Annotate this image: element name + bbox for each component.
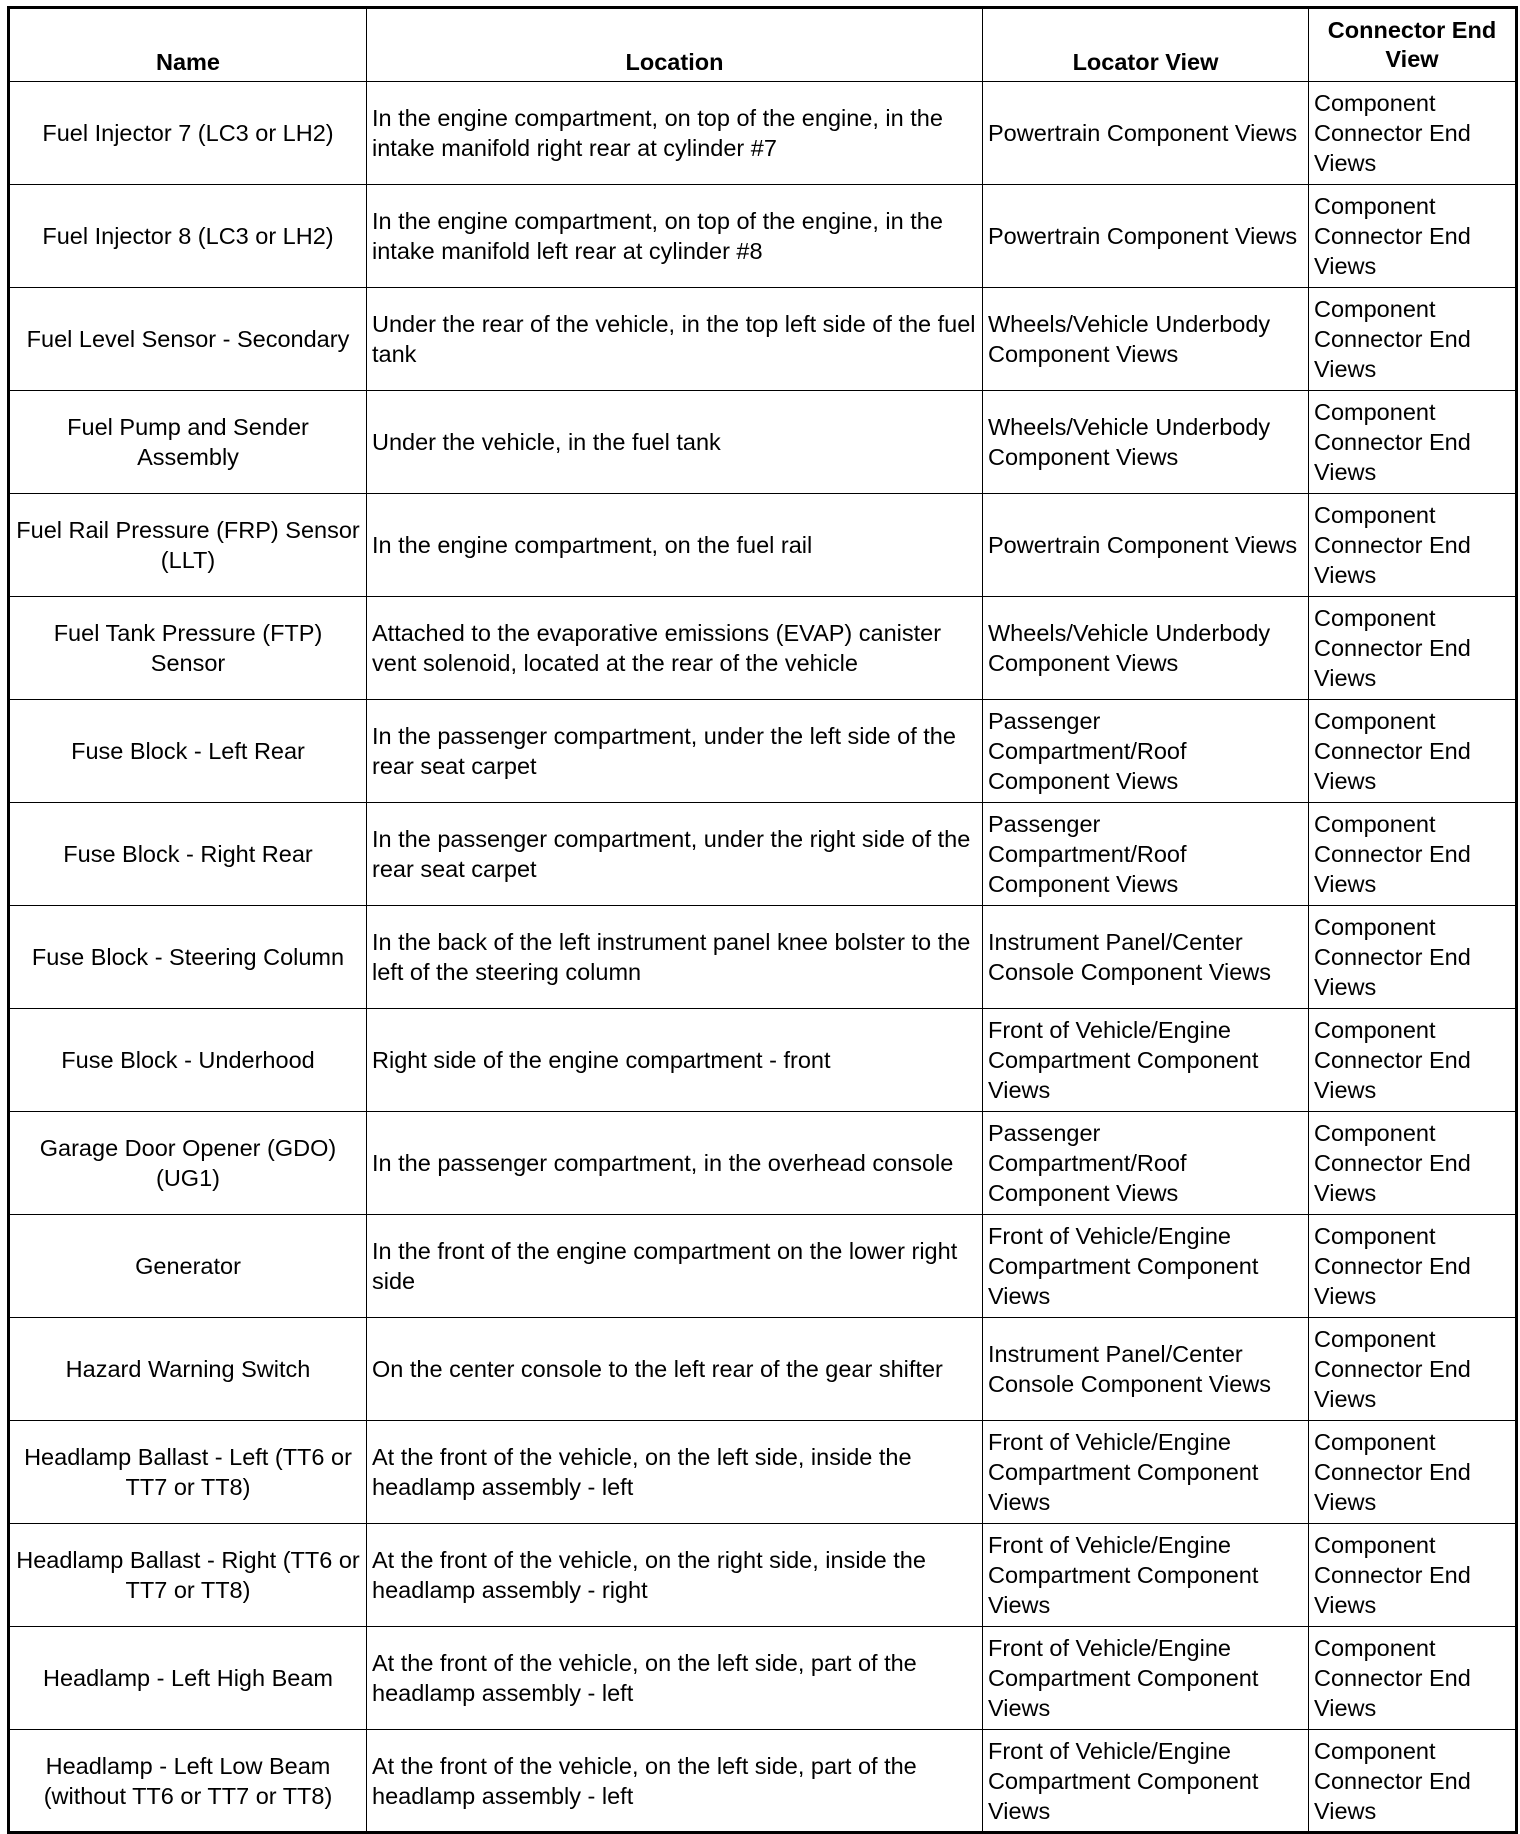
cell-locator-view: Powertrain Component Views: [983, 82, 1309, 185]
cell-location: In the back of the left instrument panel knee bolster to the left of the steering column: [367, 906, 983, 1009]
cell-locator-view: Wheels/Vehicle Underbody Component Views: [983, 597, 1309, 700]
cell-connector-end-view: Component Connector End Views: [1309, 494, 1517, 597]
cell-locator-view: Powertrain Component Views: [983, 494, 1309, 597]
cell-location: At the front of the vehicle, on the left side, part of the headlamp assembly - left: [367, 1730, 983, 1833]
table-row: [9, 288, 1517, 391]
cell-location: In the passenger compartment, under the right side of the rear seat carpet: [367, 803, 983, 906]
cell-connector-end-view: Component Connector End Views: [1309, 1112, 1517, 1215]
cell-connector-end-view: Component Connector End Views: [1309, 1318, 1517, 1421]
cell-location: Under the rear of the vehicle, in the top left side of the fuel tank: [367, 288, 983, 391]
cell-name: Fuel Injector 8 (LC3 or LH2): [9, 185, 367, 288]
cell-locator-view: Front of Vehicle/Engine Compartment Component Views: [983, 1421, 1309, 1524]
table-row: [9, 1627, 1517, 1730]
table-row: [9, 803, 1517, 906]
cell-location: In the engine compartment, on the fuel rail: [367, 494, 983, 597]
cell-connector-end-view: Component Connector End Views: [1309, 1421, 1517, 1524]
cell-locator-view: Powertrain Component Views: [983, 185, 1309, 288]
cell-locator-view: Front of Vehicle/Engine Compartment Component Views: [983, 1627, 1309, 1730]
header-connector-end-view: Connector End View: [1309, 8, 1517, 82]
cell-connector-end-view: Component Connector End Views: [1309, 1524, 1517, 1627]
cell-connector-end-view: Component Connector End Views: [1309, 700, 1517, 803]
table-row: [9, 700, 1517, 803]
table-body: [9, 82, 1517, 1833]
table-row: [9, 1730, 1517, 1833]
cell-locator-view: Front of Vehicle/Engine Compartment Component Views: [983, 1730, 1309, 1833]
cell-location: Under the vehicle, in the fuel tank: [367, 391, 983, 494]
cell-location: At the front of the vehicle, on the left side, inside the headlamp assembly - left: [367, 1421, 983, 1524]
table-row: [9, 1318, 1517, 1421]
cell-locator-view: Wheels/Vehicle Underbody Component Views: [983, 391, 1309, 494]
cell-location: In the front of the engine compartment on the lower right side: [367, 1215, 983, 1318]
table-row: [9, 1524, 1517, 1627]
cell-locator-view: Instrument Panel/Center Console Component Views: [983, 906, 1309, 1009]
table-row: [9, 597, 1517, 700]
cell-connector-end-view: Component Connector End Views: [1309, 1730, 1517, 1833]
cell-locator-view: Front of Vehicle/Engine Compartment Component Views: [983, 1009, 1309, 1112]
cell-name: Fuel Injector 7 (LC3 or LH2): [9, 82, 367, 185]
cell-connector-end-view: Component Connector End Views: [1309, 803, 1517, 906]
cell-name: Generator: [9, 1215, 367, 1318]
cell-name: Headlamp - Left Low Beam (without TT6 or TT7 or TT8): [9, 1730, 367, 1833]
cell-connector-end-view: Component Connector End Views: [1309, 82, 1517, 185]
cell-name: Hazard Warning Switch: [9, 1318, 367, 1421]
table-row: [9, 1009, 1517, 1112]
cell-locator-view: Wheels/Vehicle Underbody Component Views: [983, 288, 1309, 391]
table-row: [9, 391, 1517, 494]
cell-name: Fuse Block - Right Rear: [9, 803, 367, 906]
table-row: [9, 906, 1517, 1009]
cell-connector-end-view: Component Connector End Views: [1309, 185, 1517, 288]
table-row: [9, 1112, 1517, 1215]
cell-name: Headlamp - Left High Beam: [9, 1627, 367, 1730]
cell-connector-end-view: Component Connector End Views: [1309, 906, 1517, 1009]
cell-connector-end-view: Component Connector End Views: [1309, 1627, 1517, 1730]
cell-locator-view: Front of Vehicle/Engine Compartment Component Views: [983, 1524, 1309, 1627]
cell-name: Fuse Block - Left Rear: [9, 700, 367, 803]
cell-connector-end-view: Component Connector End Views: [1309, 1009, 1517, 1112]
cell-name: Garage Door Opener (GDO) (UG1): [9, 1112, 367, 1215]
cell-location: Attached to the evaporative emissions (EVAP) canister vent solenoid, located at the rear of the vehicle: [367, 597, 983, 700]
header-name: Name: [9, 8, 367, 82]
cell-locator-view: Passenger Compartment/Roof Component Views: [983, 1112, 1309, 1215]
cell-locator-view: Instrument Panel/Center Console Component Views: [983, 1318, 1309, 1421]
cell-location: In the passenger compartment, in the overhead console: [367, 1112, 983, 1215]
cell-connector-end-view: Component Connector End Views: [1309, 597, 1517, 700]
cell-locator-view: Passenger Compartment/Roof Component Views: [983, 700, 1309, 803]
component-locator-table: [7, 6, 1518, 1834]
table-row: [9, 1215, 1517, 1318]
table-row: [9, 494, 1517, 597]
table-row: [9, 82, 1517, 185]
cell-locator-view: Front of Vehicle/Engine Compartment Component Views: [983, 1215, 1309, 1318]
component-locator-table-wrapper: [7, 6, 1515, 1834]
cell-location: On the center console to the left rear of the gear shifter: [367, 1318, 983, 1421]
cell-name: Fuse Block - Steering Column: [9, 906, 367, 1009]
cell-location: Right side of the engine compartment - front: [367, 1009, 983, 1112]
cell-location: In the passenger compartment, under the left side of the rear seat carpet: [367, 700, 983, 803]
header-locator-view: Locator View: [983, 8, 1309, 82]
cell-connector-end-view: Component Connector End Views: [1309, 391, 1517, 494]
table-header-row: [9, 8, 1517, 82]
cell-location: In the engine compartment, on top of the engine, in the intake manifold left rear at cylinder #8: [367, 185, 983, 288]
header-location: Location: [367, 8, 983, 82]
cell-connector-end-view: Component Connector End Views: [1309, 288, 1517, 391]
cell-location: At the front of the vehicle, on the right side, inside the headlamp assembly - right: [367, 1524, 983, 1627]
cell-connector-end-view: Component Connector End Views: [1309, 1215, 1517, 1318]
cell-name: Headlamp Ballast - Left (TT6 or TT7 or TT8): [9, 1421, 367, 1524]
cell-locator-view: Passenger Compartment/Roof Component Views: [983, 803, 1309, 906]
cell-name: Fuel Pump and Sender Assembly: [9, 391, 367, 494]
cell-location: At the front of the vehicle, on the left side, part of the headlamp assembly - left: [367, 1627, 983, 1730]
cell-name: Fuel Level Sensor - Secondary: [9, 288, 367, 391]
cell-name: Fuse Block - Underhood: [9, 1009, 367, 1112]
cell-name: Headlamp Ballast - Right (TT6 or TT7 or TT8): [9, 1524, 367, 1627]
cell-name: Fuel Rail Pressure (FRP) Sensor (LLT): [9, 494, 367, 597]
cell-location: In the engine compartment, on top of the engine, in the intake manifold right rear at cylinder #7: [367, 82, 983, 185]
table-row: [9, 185, 1517, 288]
cell-name: Fuel Tank Pressure (FTP) Sensor: [9, 597, 367, 700]
table-row: [9, 1421, 1517, 1524]
